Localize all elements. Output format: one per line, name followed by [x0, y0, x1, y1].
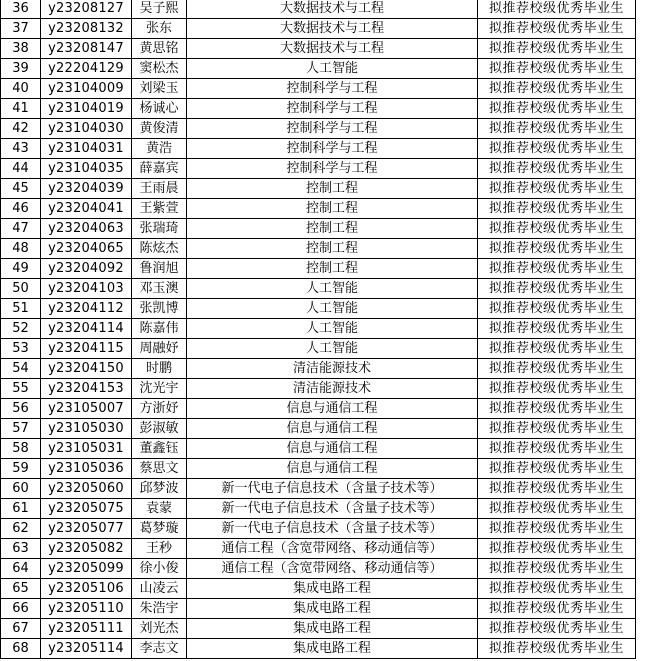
student-name-cell: 窦松杰	[132, 59, 187, 79]
major-cell: 大数据技术与工程	[187, 19, 478, 39]
status-cell: 拟推荐校级优秀毕业生	[478, 359, 636, 379]
table-row	[1, 59, 636, 79]
status-cell: 拟推荐校级优秀毕业生	[478, 479, 636, 499]
table-row	[1, 459, 636, 479]
student-id-cell: y23204092	[41, 259, 132, 279]
student-id-cell: y23205114	[41, 639, 132, 659]
table-row	[1, 499, 636, 519]
student-id-cell: y23204065	[41, 239, 132, 259]
status-cell: 拟推荐校级优秀毕业生	[478, 199, 636, 219]
row-number-cell: 45	[1, 179, 41, 199]
student-id-cell: y23205082	[41, 539, 132, 559]
status-cell: 拟推荐校级优秀毕业生	[478, 439, 636, 459]
status-cell: 拟推荐校级优秀毕业生	[478, 339, 636, 359]
major-cell: 控制工程	[187, 179, 478, 199]
major-cell: 人工智能	[187, 319, 478, 339]
student-id-cell: y23205077	[41, 519, 132, 539]
major-cell: 集成电路工程	[187, 579, 478, 599]
student-id-cell: y23205099	[41, 559, 132, 579]
status-cell: 拟推荐校级优秀毕业生	[478, 179, 636, 199]
student-name-cell: 鲁润旭	[132, 259, 187, 279]
row-number-cell: 38	[1, 39, 41, 59]
table-row	[1, 399, 636, 419]
student-id-cell: y23204103	[41, 279, 132, 299]
table-row	[1, 519, 636, 539]
row-number-cell: 66	[1, 599, 41, 619]
major-cell: 新一代电子信息技术（含量子技术等）	[187, 519, 478, 539]
major-cell: 信息与通信工程	[187, 459, 478, 479]
table-row	[1, 419, 636, 439]
student-name-cell: 张瑞琦	[132, 219, 187, 239]
student-name-cell: 蔡思文	[132, 459, 187, 479]
status-cell: 拟推荐校级优秀毕业生	[478, 39, 636, 59]
row-number-cell: 40	[1, 79, 41, 99]
table-row	[1, 299, 636, 319]
table-row	[1, 79, 636, 99]
student-id-cell: y23205075	[41, 499, 132, 519]
table-row	[1, 259, 636, 279]
student-id-cell: y23105036	[41, 459, 132, 479]
row-number-cell: 36	[1, 0, 41, 19]
row-number-cell: 67	[1, 619, 41, 639]
student-id-cell: y23205110	[41, 599, 132, 619]
student-name-cell: 黄俊清	[132, 119, 187, 139]
major-cell: 人工智能	[187, 339, 478, 359]
row-number-cell: 68	[1, 639, 41, 659]
student-id-cell: y23204112	[41, 299, 132, 319]
student-name-cell: 周融妤	[132, 339, 187, 359]
student-name-cell: 王紫萱	[132, 199, 187, 219]
major-cell: 人工智能	[187, 59, 478, 79]
major-cell: 控制科学与工程	[187, 139, 478, 159]
student-name-cell: 杨诚心	[132, 99, 187, 119]
status-cell: 拟推荐校级优秀毕业生	[478, 299, 636, 319]
major-cell: 人工智能	[187, 299, 478, 319]
row-number-cell: 47	[1, 219, 41, 239]
student-id-cell: y23204115	[41, 339, 132, 359]
major-cell: 信息与通信工程	[187, 419, 478, 439]
status-cell: 拟推荐校级优秀毕业生	[478, 319, 636, 339]
student-name-cell: 山凌云	[132, 579, 187, 599]
student-id-cell: y23204153	[41, 379, 132, 399]
table-row	[1, 579, 636, 599]
table-row	[1, 239, 636, 259]
status-cell: 拟推荐校级优秀毕业生	[478, 619, 636, 639]
student-id-cell: y23104030	[41, 119, 132, 139]
student-name-cell: 邓玉澳	[132, 279, 187, 299]
row-number-cell: 58	[1, 439, 41, 459]
status-cell: 拟推荐校级优秀毕业生	[478, 139, 636, 159]
student-id-cell: y22204129	[41, 59, 132, 79]
student-name-cell: 李志文	[132, 639, 187, 659]
student-name-cell: 方浙妤	[132, 399, 187, 419]
status-cell: 拟推荐校级优秀毕业生	[478, 239, 636, 259]
student-name-cell: 陈炫杰	[132, 239, 187, 259]
row-number-cell: 63	[1, 539, 41, 559]
student-name-cell: 王雨晨	[132, 179, 187, 199]
row-number-cell: 43	[1, 139, 41, 159]
student-name-cell: 沈光宇	[132, 379, 187, 399]
major-cell: 通信工程（含宽带网络、移动通信等）	[187, 559, 478, 579]
student-name-cell: 刘梁玉	[132, 79, 187, 99]
student-id-cell: y23205106	[41, 579, 132, 599]
table-row	[1, 619, 636, 639]
major-cell: 集成电路工程	[187, 639, 478, 659]
major-cell: 通信工程（含宽带网络、移动通信等）	[187, 539, 478, 559]
major-cell: 控制科学与工程	[187, 159, 478, 179]
row-number-cell: 41	[1, 99, 41, 119]
row-number-cell: 48	[1, 239, 41, 259]
row-number-cell: 53	[1, 339, 41, 359]
student-name-cell: 吴子熙	[132, 0, 187, 19]
status-cell: 拟推荐校级优秀毕业生	[478, 259, 636, 279]
student-name-cell: 陈嘉伟	[132, 319, 187, 339]
status-cell: 拟推荐校级优秀毕业生	[478, 119, 636, 139]
status-cell: 拟推荐校级优秀毕业生	[478, 459, 636, 479]
student-name-cell: 董鑫钰	[132, 439, 187, 459]
student-name-cell: 王秒	[132, 539, 187, 559]
major-cell: 控制工程	[187, 219, 478, 239]
row-number-cell: 61	[1, 499, 41, 519]
table-row	[1, 19, 636, 39]
status-cell: 拟推荐校级优秀毕业生	[478, 639, 636, 659]
status-cell: 拟推荐校级优秀毕业生	[478, 419, 636, 439]
student-name-cell: 时鹏	[132, 359, 187, 379]
table-row	[1, 599, 636, 619]
major-cell: 控制工程	[187, 259, 478, 279]
student-name-cell: 张东	[132, 19, 187, 39]
major-cell: 控制工程	[187, 239, 478, 259]
student-name-cell: 刘光杰	[132, 619, 187, 639]
table-row	[1, 199, 636, 219]
student-id-cell: y23105031	[41, 439, 132, 459]
table-row	[1, 119, 636, 139]
table-row	[1, 219, 636, 239]
graduates-table-body	[1, 0, 636, 659]
status-cell: 拟推荐校级优秀毕业生	[478, 59, 636, 79]
student-id-cell: y23204063	[41, 219, 132, 239]
table-row	[1, 39, 636, 59]
table-row	[1, 99, 636, 119]
row-number-cell: 44	[1, 159, 41, 179]
row-number-cell: 46	[1, 199, 41, 219]
row-number-cell: 50	[1, 279, 41, 299]
row-number-cell: 52	[1, 319, 41, 339]
major-cell: 集成电路工程	[187, 619, 478, 639]
status-cell: 拟推荐校级优秀毕业生	[478, 379, 636, 399]
row-number-cell: 60	[1, 479, 41, 499]
table-row	[1, 439, 636, 459]
table-row	[1, 179, 636, 199]
table-row	[1, 479, 636, 499]
table-row	[1, 0, 636, 19]
major-cell: 人工智能	[187, 279, 478, 299]
student-id-cell: y23205111	[41, 619, 132, 639]
status-cell: 拟推荐校级优秀毕业生	[478, 599, 636, 619]
student-id-cell: y23208147	[41, 39, 132, 59]
student-id-cell: y23104019	[41, 99, 132, 119]
major-cell: 大数据技术与工程	[187, 0, 478, 19]
row-number-cell: 42	[1, 119, 41, 139]
status-cell: 拟推荐校级优秀毕业生	[478, 159, 636, 179]
row-number-cell: 49	[1, 259, 41, 279]
major-cell: 新一代电子信息技术（含量子技术等）	[187, 499, 478, 519]
student-name-cell: 邱梦波	[132, 479, 187, 499]
row-number-cell: 65	[1, 579, 41, 599]
table-row	[1, 159, 636, 179]
table-row	[1, 379, 636, 399]
row-number-cell: 57	[1, 419, 41, 439]
row-number-cell: 55	[1, 379, 41, 399]
table-row	[1, 359, 636, 379]
student-id-cell: y23104031	[41, 139, 132, 159]
student-id-cell: y23104035	[41, 159, 132, 179]
major-cell: 控制科学与工程	[187, 99, 478, 119]
student-name-cell: 袁蒙	[132, 499, 187, 519]
major-cell: 清洁能源技术	[187, 359, 478, 379]
student-id-cell: y23204039	[41, 179, 132, 199]
student-id-cell: y23208132	[41, 19, 132, 39]
student-id-cell: y23105030	[41, 419, 132, 439]
table-row	[1, 539, 636, 559]
major-cell: 控制工程	[187, 199, 478, 219]
status-cell: 拟推荐校级优秀毕业生	[478, 399, 636, 419]
student-name-cell: 黄浩	[132, 139, 187, 159]
status-cell: 拟推荐校级优秀毕业生	[478, 0, 636, 19]
major-cell: 清洁能源技术	[187, 379, 478, 399]
row-number-cell: 62	[1, 519, 41, 539]
status-cell: 拟推荐校级优秀毕业生	[478, 279, 636, 299]
status-cell: 拟推荐校级优秀毕业生	[478, 19, 636, 39]
table-row	[1, 559, 636, 579]
major-cell: 控制科学与工程	[187, 79, 478, 99]
status-cell: 拟推荐校级优秀毕业生	[478, 559, 636, 579]
row-number-cell: 64	[1, 559, 41, 579]
status-cell: 拟推荐校级优秀毕业生	[478, 579, 636, 599]
student-name-cell: 葛梦璇	[132, 519, 187, 539]
student-name-cell: 张凯博	[132, 299, 187, 319]
row-number-cell: 56	[1, 399, 41, 419]
row-number-cell: 39	[1, 59, 41, 79]
row-number-cell: 51	[1, 299, 41, 319]
student-name-cell: 黄思铭	[132, 39, 187, 59]
student-name-cell: 朱浩宇	[132, 599, 187, 619]
student-id-cell: y23205060	[41, 479, 132, 499]
major-cell: 集成电路工程	[187, 599, 478, 619]
major-cell: 信息与通信工程	[187, 399, 478, 419]
status-cell: 拟推荐校级优秀毕业生	[478, 539, 636, 559]
row-number-cell: 37	[1, 19, 41, 39]
student-name-cell: 彭淑敏	[132, 419, 187, 439]
status-cell: 拟推荐校级优秀毕业生	[478, 99, 636, 119]
major-cell: 新一代电子信息技术（含量子技术等）	[187, 479, 478, 499]
student-id-cell: y23204041	[41, 199, 132, 219]
student-id-cell: y23208127	[41, 0, 132, 19]
student-name-cell: 徐小俊	[132, 559, 187, 579]
row-number-cell: 59	[1, 459, 41, 479]
table-row	[1, 319, 636, 339]
major-cell: 大数据技术与工程	[187, 39, 478, 59]
student-id-cell: y23105007	[41, 399, 132, 419]
row-number-cell: 54	[1, 359, 41, 379]
table-row	[1, 139, 636, 159]
student-name-cell: 薛嘉宾	[132, 159, 187, 179]
status-cell: 拟推荐校级优秀毕业生	[478, 519, 636, 539]
student-id-cell: y23204114	[41, 319, 132, 339]
student-id-cell: y23204150	[41, 359, 132, 379]
status-cell: 拟推荐校级优秀毕业生	[478, 499, 636, 519]
table-row	[1, 339, 636, 359]
table-row	[1, 639, 636, 659]
table-row	[1, 279, 636, 299]
status-cell: 拟推荐校级优秀毕业生	[478, 219, 636, 239]
major-cell: 控制科学与工程	[187, 119, 478, 139]
student-id-cell: y23104009	[41, 79, 132, 99]
major-cell: 信息与通信工程	[187, 439, 478, 459]
status-cell: 拟推荐校级优秀毕业生	[478, 79, 636, 99]
